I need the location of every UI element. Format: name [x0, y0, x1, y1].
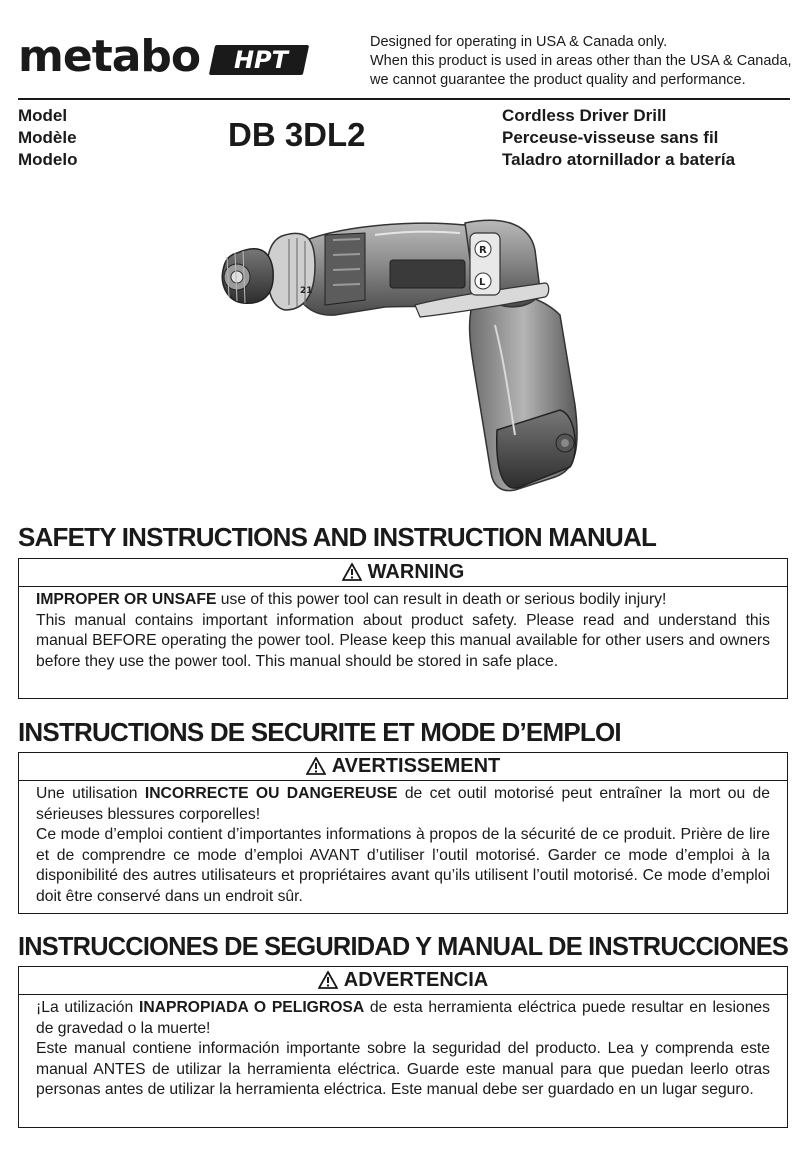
- forward-mark: R: [479, 245, 487, 256]
- model-label-fr: Modèle: [18, 128, 77, 147]
- notice-line: we cannot guarantee the product quality and performance.: [370, 72, 746, 88]
- product-names: [502, 105, 735, 171]
- lead-text: use of this power tool can result in death or serious bodily injury!: [216, 591, 667, 608]
- warning-lead: [36, 590, 770, 611]
- warning-text: Este manual contiene información importante sobre la seguridad del producto. Lea y comprenda este manual ANTES de utilizar la herramienta eléctrica. Guarde este manual para que puedan leerlo otras personas antes de utilizar la herramienta eléctrica. Este manual debe ser guardado en un lugar seguro.: [36, 1040, 770, 1098]
- warning-label: ADVERTENCIA: [343, 969, 489, 991]
- brand-badge: HPT: [233, 46, 289, 74]
- brand-wordmark: metabo: [18, 31, 201, 82]
- notice-line: When this product is used in areas other than the USA & Canada,: [370, 53, 792, 69]
- lead-emphasis: INAPROPIADA O PELIGROSA: [138, 999, 365, 1016]
- model-label-es: Modelo: [18, 150, 78, 169]
- warning-header: [19, 559, 787, 587]
- warning-text: Ce mode d’emploi contient d’importantes informations à propos de la sécurité de ce produit. Prière de lire et de comprendre ce mode d’emploi AVANT d’utiliser l’outil motorisé. Garder ce mode d’emploi à la disponibilité des autres utilisateurs et propriétaires avant qu’ils utilisent l’outil motorisé. Ce mode d’emploi doit être conservé dans un endroit sûr.: [36, 826, 770, 905]
- lead-emphasis: IMPROPER OR UNSAFE: [36, 591, 217, 608]
- model-label-en: Model: [18, 106, 68, 125]
- lead-text: de cet outil motorisé peut entraîner la mort ou de sérieuses blessures corporelles!: [36, 785, 770, 823]
- reverse-mark: L: [479, 277, 486, 288]
- warning-lead: [36, 998, 770, 1039]
- warning-triangle-icon: [318, 971, 338, 989]
- warning-triangle-icon: [306, 757, 326, 775]
- section-title-fr: INSTRUCTIONS DE SECURITE ET MODE D’EMPLOI: [18, 717, 621, 747]
- warning-header: [19, 967, 787, 995]
- warning-body: [19, 995, 787, 1105]
- product-name-fr: Perceuse-visseuse sans fil: [502, 128, 719, 147]
- product-name-es: Taladro atornillador a batería: [502, 150, 736, 169]
- lead-emphasis: INCORRECTE OU DANGEREUSE: [144, 785, 398, 802]
- warning-box-es: [18, 966, 788, 1128]
- warning-label: AVERTISSEMENT: [331, 755, 501, 777]
- header-divider: [18, 98, 790, 100]
- warning-body: [19, 587, 787, 676]
- lead-prefix: ¡La utilización: [36, 999, 139, 1016]
- product-name-en: Cordless Driver Drill: [502, 106, 667, 125]
- lead-prefix: Une utilisation: [36, 785, 145, 802]
- warning-text: This manual contains important information about product safety. Please read and understand this manual BEFORE operating the power tool. Please keep this manual available for other users and owners before they use the power tool. This manual should be stored in safe place.: [36, 611, 770, 670]
- model-labels: [18, 105, 78, 171]
- warning-body: [19, 781, 787, 911]
- warning-header: [19, 753, 787, 781]
- clutch-setting-label: 21: [300, 286, 313, 296]
- section-title-es: INSTRUCCIONES DE SEGURIDAD Y MANUAL DE INSTRUCCIONES: [18, 931, 789, 961]
- section-title-en: SAFETY INSTRUCTIONS AND INSTRUCTION MANUAL: [18, 522, 657, 552]
- warning-lead: [36, 784, 770, 825]
- region-notice: [370, 33, 790, 90]
- brand-logo: [18, 31, 308, 88]
- warning-box-en: [18, 558, 788, 699]
- model-number: DB 3DL2: [228, 116, 366, 153]
- lead-text: de esta herramienta eléctrica puede resultar en lesiones de gravedad o la muerte!: [36, 999, 770, 1037]
- warning-box-fr: [18, 752, 788, 914]
- notice-line: Designed for operating in USA & Canada only.: [370, 34, 668, 50]
- warning-triangle-icon: [342, 563, 362, 581]
- warning-label: WARNING: [367, 561, 465, 583]
- cordless-driver-drill-illustration: [215, 205, 600, 505]
